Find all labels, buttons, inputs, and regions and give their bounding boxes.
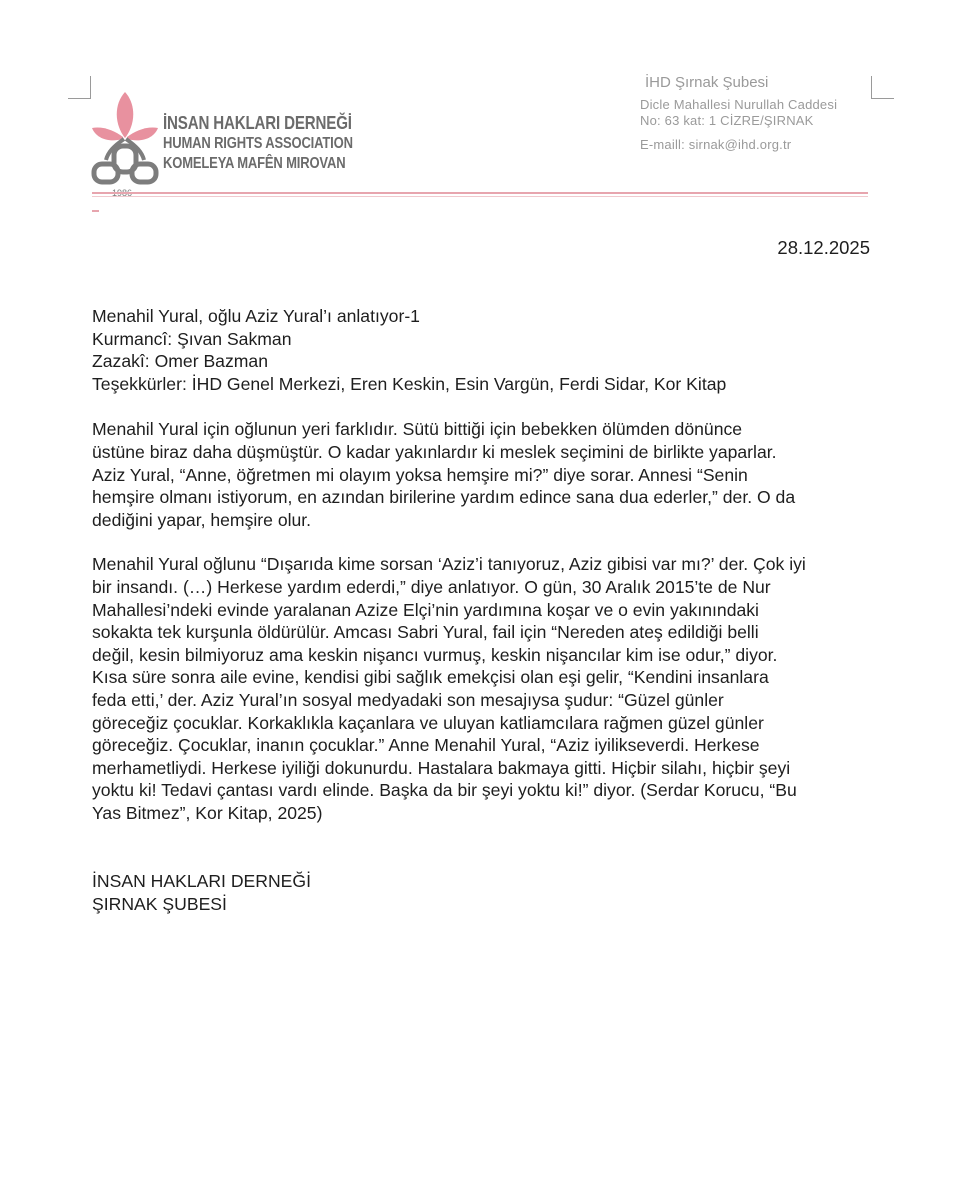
- paragraph-line: göreceğiz çocuklar. Korkaklıkla kaçanlara ve uluyan katliamcılara rağmen güzel günler: [92, 712, 764, 733]
- org-name-kurdish: KOMELEYA MAFÊN MIROVAN: [163, 155, 346, 172]
- header-divider: [92, 192, 868, 194]
- paragraph-line: Kısa süre sonra aile evine, kendisi gibi sağlık emekçisi olan eşi gelir, “Kendini insanlara: [92, 667, 769, 688]
- logo-petal-right: [127, 127, 158, 140]
- paragraph-line: hemşire olmanı istiyorum, en azından birilerine yardım edince sana dua ederler,” der. O da: [92, 487, 796, 508]
- credit-line: Teşekkürler: İHD Genel Merkezi, Eren Keskin, Esin Vargün, Ferdi Sidar, Kor Kitap: [92, 373, 727, 394]
- org-name-turkish: İNSAN HAKLARI DERNEĞİ: [163, 113, 352, 133]
- ihd-logo: [90, 90, 160, 200]
- credit-line: Kurmancî: Şıvan Sakman: [92, 328, 292, 349]
- credit-line: Zazakî: Omer Bazman: [92, 351, 268, 372]
- header-mark: [92, 210, 99, 212]
- signature-branch: ŞIRNAK ŞUBESİ: [92, 894, 227, 915]
- letter-date: 28.12.2025: [777, 237, 870, 258]
- paragraph-line: bir insandı. (…) Herkese yardım ederdi,” diye anlatıyor. O gün, 30 Aralık 2015’te de Nur: [92, 576, 771, 597]
- paragraph-line: Menahil Yural için oğlunun yeri farklıdır. Sütü bittiği için bebekken ölümden dönünce: [92, 419, 743, 440]
- crop-mark-top-right: [871, 76, 894, 99]
- paragraph-line: feda etti,’ der. Aziz Yural’ın sosyal medyadaki son mesajıysa şudur: “Güzel günler: [92, 689, 724, 710]
- paragraph-line: Mahallesi’ndeki evinde yaralanan Azize Elçi’nin yardımına koşar ve o evin yakınındaki: [92, 599, 759, 620]
- signature-block: [92, 870, 882, 916]
- header-divider-thin: [92, 196, 868, 197]
- org-names: [163, 113, 389, 175]
- branch-email: E-maill: sirnak@ihd.org.tr: [640, 137, 792, 152]
- paragraph-line: Yas Bitmez”, Kor Kitap, 2025): [92, 802, 323, 823]
- paragraph-line: sokakta tek kurşunla öldürülür. Amcası Sabri Yural, fail için “Nereden ateş edildiği belli: [92, 622, 759, 643]
- org-name-english: HUMAN RIGHTS ASSOCIATION: [163, 134, 353, 152]
- paragraph-line: Aziz Yural, “Anne, öğretmen mi olayım yoksa hemşire mi?” diye sorar. Annesi “Senin: [92, 464, 748, 485]
- paragraph-line: merhametliydi. Herkese iyiliği dokunurdu. Hastalara bakmaya gitti. Hiçbir silahı, hiçbir şeyi: [92, 757, 791, 778]
- paragraph-line: göreceğiz. Çocuklar, inanın çocuklar.” Anne Menahil Yural, “Aziz iyilikseverdi. Herkese: [92, 735, 760, 756]
- paragraph-line: dediğini yapar, hemşire olur.: [92, 509, 312, 530]
- letter-body: [92, 305, 882, 916]
- logo-petal-left: [92, 127, 123, 140]
- paragraph-line: yoktu ki! Tedavi çantası vardı elinde. Başka da bir şeyi yoktu ki!” diyor. (Serdar Korucu, “Bu: [92, 780, 797, 801]
- branch-contact-block: [640, 74, 837, 152]
- logo-chain-link-left: [94, 164, 118, 182]
- paragraph-1: [92, 418, 882, 531]
- branch-address-line2: No: 63 kat: 1 CİZRE/ŞIRNAK: [640, 113, 814, 128]
- signature-org: İNSAN HAKLARI DERNEĞİ: [92, 871, 311, 892]
- branch-name: İHD Şırnak Şubesi: [645, 74, 769, 91]
- paragraph-line: üstüne biraz daha düşmüştür. O kadar yakınlardır ki meslek seçimini de birlikte yaparlar.: [92, 441, 777, 462]
- paragraph-line: değil, kesin bilmiyoruz ama keskin nişancı vurmuş, keskin nişancılar kim ise odur,” diyor.: [92, 644, 778, 665]
- logo-chain-link-right: [132, 164, 156, 182]
- credits-block: [92, 328, 882, 396]
- logo-petal-center: [117, 92, 134, 138]
- paragraph-line: Menahil Yural oğlunu “Dışarıda kime sorsan ‘Aziz’i tanıyoruz, Aziz gibisi var mı?’ der. Çok iyi: [92, 554, 806, 575]
- letter-title: Menahil Yural, oğlu Aziz Yural’ı anlatıyor-1: [92, 306, 420, 326]
- crop-mark-top-left: [68, 76, 91, 99]
- paragraph-2: [92, 553, 882, 824]
- branch-address-line1: Dicle Mahallesi Nurullah Caddesi: [640, 97, 838, 112]
